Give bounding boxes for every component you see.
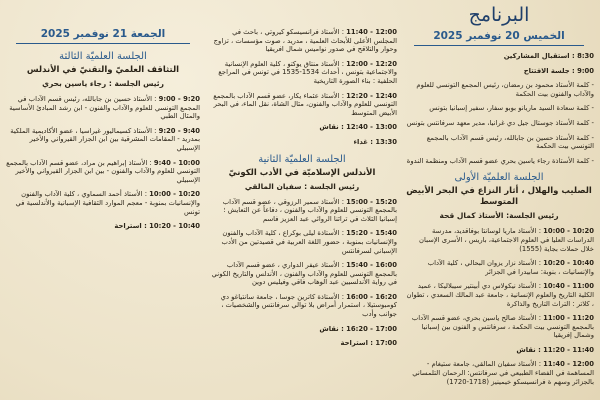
item-text: : نقاش — [319, 324, 344, 333]
item-time: 13:30 — [375, 137, 397, 146]
item-text: : استراحة — [340, 339, 373, 348]
middle-column — [207, 0, 397, 400]
item-time: 12:20 - 12:40 — [346, 91, 397, 100]
item-time: 11:40 - 12:00 — [543, 360, 594, 369]
list-item — [6, 159, 200, 185]
item-text: : الأستاذ كسيماليور غيراسيا ، عضو الأكاديمية الملكية بمدريد - المقامات المشرقية بين ابن الجزار القيرواني والأخير الإسبيلي — [10, 126, 200, 152]
thursday-column — [404, 0, 594, 400]
item-text: : الأستاذ نزار يزوان البحالي ، كلية الآداب والإنسانيات ، بنوبة: سابيدرا في الجزائر — [427, 259, 594, 276]
list-item — [404, 157, 594, 166]
item-text: : الأستاذ فرانسيسكو كيروتي ، باحث في المجلس الأعلى للأبحاث العلمية ، مدريد ، صوت مؤسسات ، تزاوج وحوار والتلاقح في صدور نواميس شمال افريقيا — [213, 28, 397, 54]
item-time: 10:00 - 10:20 — [149, 190, 200, 199]
thursday-heading: الخميس 20 نوفمبر 2025 — [433, 30, 565, 42]
item-time: 9:00 — [577, 66, 594, 75]
list-item — [404, 119, 594, 128]
item-text: - كلمة الأستاذة رجاء ياسين بحري عضو قسم الآداب ومنظمة الندوة — [406, 156, 594, 165]
list-item — [6, 127, 200, 153]
item-text: : الأستاذ عيفر الدواري ، عضو قسم الآداب بالمجمع التونسي للعلوم والآداب والفنون ، الأندلس والتاريخ الكوني في رواية الأندلسيين عبد الوهاب فاقي وفيليس دوين — [211, 261, 397, 287]
list-item — [404, 314, 594, 340]
item-text: : الأستاذ عثماء يكار، عضو قسم الآداب بالمجمع التونسي للعلوم والآداب والفنون، مثال الشاة، نقل الماء، في البحر الأبيض المتوسط — [213, 91, 397, 117]
item-text: : غداء — [353, 137, 373, 146]
item-time: 12:00 - 12:20 — [346, 59, 397, 68]
item-time: 16:00 - 16:20 — [346, 292, 397, 301]
list-item — [207, 229, 397, 255]
item-time: 10:00 - 10:20 — [543, 227, 594, 236]
item-text: - كلمة الأستاذ محمود بن رمضان، رئيس المجمع التونسي للعلوم والآداب والفنون بيت الحكمة — [416, 81, 594, 98]
list-item — [207, 261, 397, 287]
item-time: 8:30 — [577, 52, 594, 60]
session-topic: التثاقف العلميّ والتقنيّ في الأندلس — [26, 65, 180, 75]
item-text: - كلمة سعادة السيد ماريانو بوبو سفار، سفير إسبانيا بتونس — [429, 104, 594, 113]
item-text: : نقاش — [319, 123, 344, 132]
session-title: الجلسة العلميّة الثانية — [258, 153, 346, 165]
item-time: 9:00 - 9:20 — [158, 95, 200, 103]
session-chair: رئيس الجلسة : سفيان المالقي — [244, 181, 360, 191]
list-item — [207, 28, 397, 54]
list-item — [404, 134, 594, 151]
list-item — [207, 60, 397, 86]
list-item — [404, 259, 594, 276]
list-item — [207, 339, 397, 348]
session-topic: الصليب والهلال ، أثار النزاع في البحر الأبيض المتوسط — [406, 186, 592, 208]
list-item — [207, 138, 397, 147]
item-text: : الأستاذ ماريا لوسانتا بوفاقديد، مدرسة الدراسات العليا في العلوم الاجتماعية، باريس ، الأسرى الإسبان خلال حملات بجاية (1555) — [419, 227, 594, 253]
item-time: 10:20 - 10:40 — [543, 259, 594, 268]
item-text: : الأستاذ أحمد السماوي ، كلية الآداب والفنون والإنسانيات بمنوبة - معجم الموارد الثقافية الإسبانية والأندلسية في تونس — [15, 190, 200, 216]
divider — [16, 43, 190, 44]
item-text: : جلسة الافتتاح — [523, 66, 575, 75]
item-text: : الأستاذة ليلى بوكراع ، كلية الآداب والفنون والإنسانيات بمنوبة ، حضور اللغة العربية في قصيدتين من الأدب الإسباني لسرفانتس — [221, 229, 397, 255]
item-time: 11:40 - 12:00 — [346, 28, 397, 36]
item-time: 9:20 - 9:40 — [158, 126, 200, 135]
list-item — [404, 67, 594, 76]
friday-heading: الجمعة 21 نوفمبر 2025 — [40, 28, 166, 40]
item-time: 15:40 - 16:00 — [346, 261, 397, 270]
item-text: - كلمة الأستاذ جوستال جيل دي غرانيا، مدير معهد سرفانتس بتونس — [406, 118, 594, 127]
friday-column — [6, 0, 200, 400]
item-text: : الأستاذ سفيان المالقي، جامعة ستيغام - المساهمة في الفضاء الطبيعي في سرفانتس: الرحمان التلمساني بالجزائر وسهم ة فرانسيسكو خيمينيز (1718-1720) — [412, 360, 594, 386]
item-time: 10:40 - 11:00 — [543, 282, 594, 291]
item-time: 10:20 - 10:40 — [149, 222, 200, 231]
item-text: : الأستاذ سمير الرزوقي ، عضو قسم الآداب بالمجمع التونسي للعلوم والآداب والفنون ، دفاعاً عن التعايش ؛ إسبانيا الثلاث في تراثنا الروائي عبد العزيز فاسم — [222, 197, 397, 223]
list-item — [6, 222, 200, 231]
item-time: 15:20 - 15:40 — [346, 229, 397, 238]
list-item — [207, 325, 397, 334]
item-text: : الأستاذ صالح ياسين بحري، عضو قسم الآداب بالمجمع التونسي بيت الحكمة ، سرفانتس و الفنون بين إسبانيا وشمال إفريقيا — [411, 314, 594, 340]
item-text: - كلمة الأستاذ حسين بن جابالله، رئيس قسم الآداب بالمجمع التونسي بيت الحكمة — [426, 133, 594, 151]
list-item — [404, 104, 594, 113]
item-text: : الأستاذ حسين بن جابالله، رئيس قسم الآداب في المجمع التونسي للعلوم والآداب والفنون - ابن رشد المبادئ الأساسية والمثال الطبي — [9, 95, 200, 121]
list-item — [404, 282, 594, 308]
list-item — [404, 346, 594, 355]
session-chair: رئيس الجلسة : رجاء ياسين بحري — [42, 79, 164, 88]
item-time: 11:20 - 11:40 — [543, 345, 594, 354]
session-chair: رئيس الجلسة: الأستاذ كمال قحة — [439, 211, 559, 221]
list-item — [404, 227, 594, 253]
list-item — [207, 198, 397, 224]
list-item — [207, 293, 397, 319]
item-text: : الأستاذ نيكولاس دي أبينتير سيبلاليكا ، عميد الكلية التاريخ والعلوم الإنسانية ، جامعة عبد المالك السعدي ، تطوان ، كلاتر : التراث التاريخ والذاكرة — [406, 282, 594, 308]
session-topic: الأندلس الإسلاميّة في الأدب الكونيّ — [228, 167, 376, 178]
item-time: 15:00 - 15:20 — [346, 197, 397, 206]
item-text: : الأستاذة كاترين جوسا ، جامعة سانتياغو دي كومبوستيلا ، استمرار أمراض بلا توالي سرفانتس والشخصيات ، جوانب وأدب — [220, 292, 397, 319]
session-title: الجلسة العلميّة الثالثة — [59, 51, 147, 62]
item-text: : نقاش — [516, 345, 541, 354]
item-time: 17:00 — [375, 339, 397, 348]
item-text: : الأستاذ منتاق يوكتو ، كلية العلوم الإنسانية والاجتماعية بتونس ، أحداث 1534-1535 في تونس في المراجع الحلفية : بناء الصورة التاريخية — [218, 59, 397, 85]
page-title: البرنامج — [468, 4, 530, 26]
item-time: 16:20 - 17:00 — [346, 324, 397, 333]
list-item — [6, 190, 200, 216]
list-item — [404, 52, 594, 61]
item-text: : استقبال المشاركين — [503, 52, 575, 60]
session-title: الجلسة العلميّة الأولى — [454, 172, 544, 184]
item-time: 9:40 - 10:00 — [153, 158, 200, 167]
item-time: 12:40 - 13:00 — [346, 123, 397, 132]
list-item — [404, 81, 594, 98]
list-item — [404, 360, 594, 386]
list-item — [207, 92, 397, 118]
item-text: : استراحة — [114, 222, 147, 231]
item-text: : الأستاذ إبراهيم بن مراد، عضو قسم الآداب بالمجمع التونسي للعلوم والآداب والفنون - بين ابن الجزار القيرواني والأخير الإسبيلي — [6, 158, 200, 184]
divider — [414, 45, 584, 46]
item-time: 11:00 - 11:20 — [543, 314, 594, 323]
list-item — [6, 95, 200, 121]
list-item — [207, 123, 397, 132]
